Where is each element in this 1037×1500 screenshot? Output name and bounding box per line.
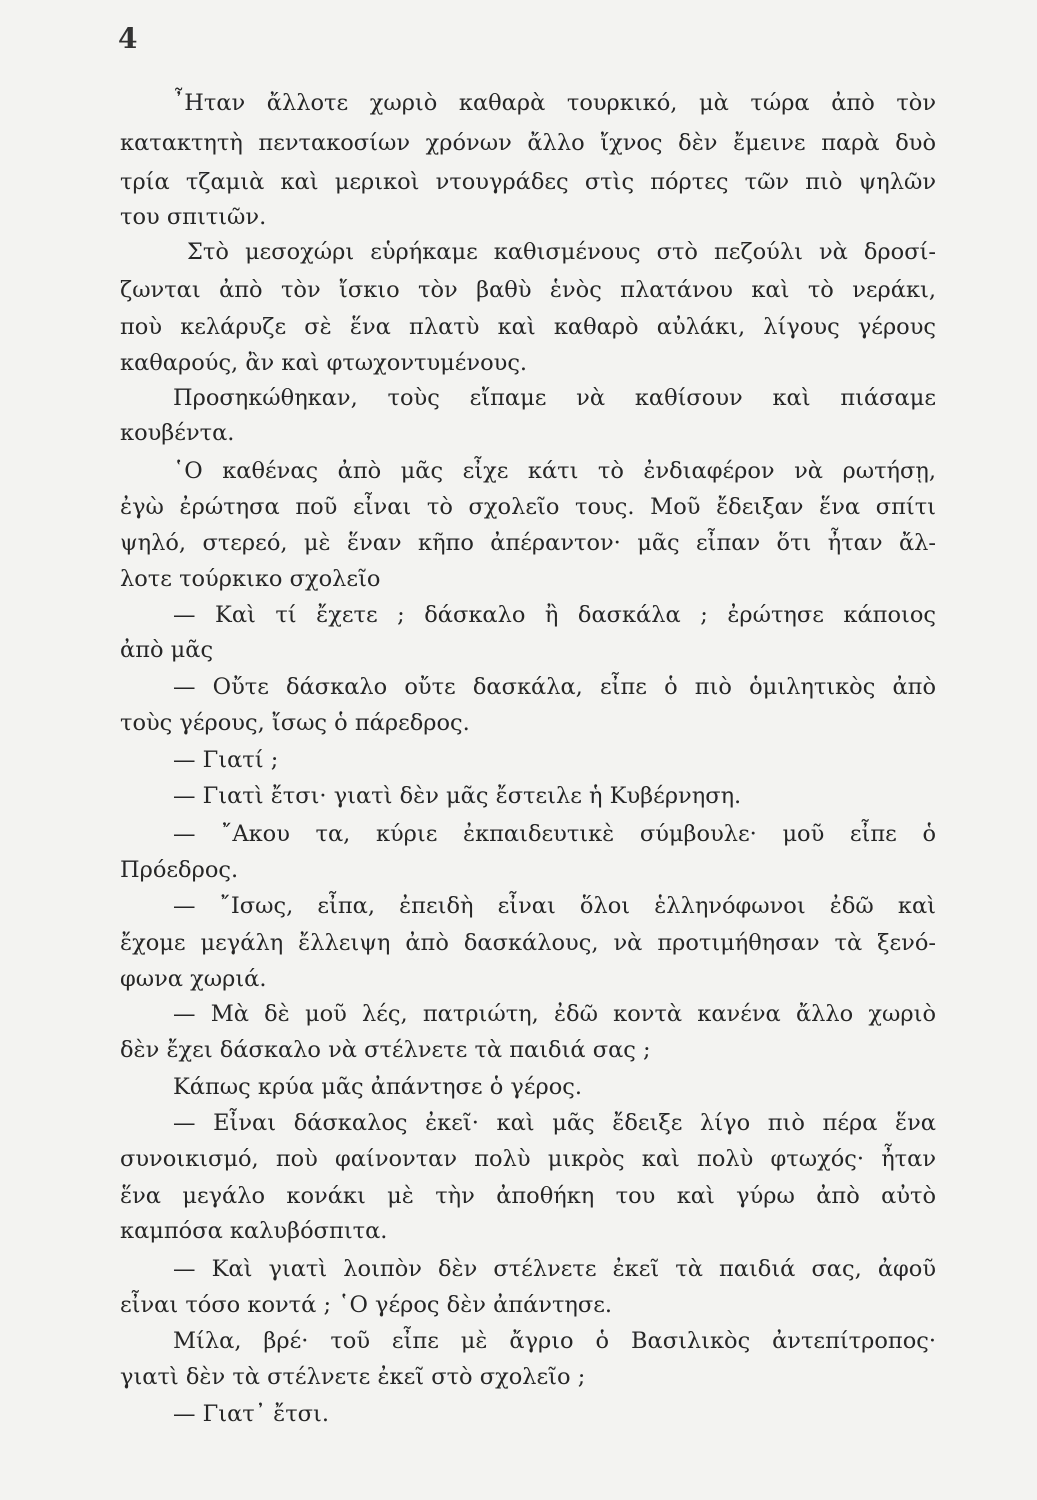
text-line: Πρόεδρος. xyxy=(120,857,239,883)
text-line: Στὸ μεσοχώρι εὑρήκαμε καθισμένους στὸ πεζούλι νὰ δροσί- xyxy=(187,239,936,265)
text-line: — Γιατ᾿ ἔτσι. xyxy=(173,1401,329,1427)
page-number: 4 xyxy=(118,22,138,55)
text-line: ποὺ κελάρυζε σὲ ἕνα πλατὺ καὶ καθαρὸ αὐλάκι, λίγους γέρους xyxy=(120,314,936,340)
text-line: γιατὶ δὲν τὰ στέλνετε ἐκεῖ στὸ σχολεῖο ; xyxy=(120,1364,586,1390)
text-line: κουβέντα. xyxy=(120,420,235,446)
text-line: τρία τζαμιὰ καὶ μερικοὶ ντουγράδες στὶς πόρτες τῶν πιὸ ψηλῶν xyxy=(120,169,936,195)
text-line: — ῎Ακου τα, κύριε ἐκπαιδευτικὲ σύμβουλε· μοῦ εἶπε ὁ xyxy=(173,821,936,847)
text-line: ψηλό, στερεό, μὲ ἕναν κῆπο ἀπέραντον· μᾶς εἶπαν ὅτι ἦταν ἄλ- xyxy=(120,530,936,556)
text-line: λοτε τούρκικο σχολεῖο xyxy=(120,566,381,592)
text-line: ῏Ηταν ἄλλοτε χωριὸ καθαρὰ τουρκικό, μὰ τώρα ἀπὸ τὸν xyxy=(173,90,936,116)
text-line: κατακτητὴ πεντακοσίων χρόνων ἄλλο ἴχνος δὲν ἔμεινε παρὰ δυὸ xyxy=(120,130,936,156)
text-line: Κάπως κρύα μᾶς ἀπάντησε ὁ γέρος. xyxy=(173,1074,583,1100)
text-line: εἶναι τόσο κοντά ; ῾Ο γέρος δὲν ἀπάντησε. xyxy=(120,1292,613,1318)
text-line: — Καὶ γιατὶ λοιπὸν δὲν στέλνετε ἐκεῖ τὰ παιδιά σας, ἀφοῦ xyxy=(173,1256,936,1282)
text-line: Προσηκώθηκαν, τοὺς εἴπαμε νὰ καθίσουν καὶ πιάσαμε xyxy=(173,385,936,411)
text-line: του σπιτιῶν. xyxy=(120,204,267,230)
text-line: — Γιατί ; xyxy=(173,747,279,773)
text-line: καμπόσα καλυβόσπιτα. xyxy=(120,1218,388,1244)
text-line: — ῎Ισως, εἶπα, ἐπειδὴ εἶναι ὅλοι ἑλληνόφωνοι ἐδῶ καὶ xyxy=(173,893,936,919)
text-line: καθαρούς, ἂν καὶ φτωχοντυμένους. xyxy=(120,350,528,376)
text-line: — Μὰ δὲ μοῦ λές, πατριώτη, ἐδῶ κοντὰ κανένα ἄλλο χωριὸ xyxy=(173,1001,936,1027)
text-line: ἕνα μεγάλο κονάκι μὲ τὴν ἀποθήκη του καὶ γύρω ἀπὸ αὐτὸ xyxy=(120,1183,936,1209)
text-line: — Οὔτε δάσκαλο οὔτε δασκάλα, εἶπε ὁ πιὸ ὁμιλητικὸς ἀπὸ xyxy=(173,674,936,700)
text-line: ἀπὸ μᾶς xyxy=(120,637,214,663)
text-line: ἔχομε μεγάλη ἔλλειψη ἀπὸ δασκάλους, νὰ προτιμήθησαν τὰ ξενό- xyxy=(120,930,936,956)
text-line: ζωνται ἀπὸ τὸν ἴσκιο τὸν βαθὺ ἑνὸς πλατάνου καὶ τὸ νεράκι, xyxy=(120,277,936,303)
text-line: — Γιατὶ ἔτσι· γιατὶ δὲν μᾶς ἔστειλε ἡ Κυβέρνηση. xyxy=(173,783,742,809)
text-line: συνοικισμό, ποὺ φαίνονταν πολὺ μικρὸς καὶ πολὺ φτωχός· ἦταν xyxy=(120,1146,936,1172)
text-line: δὲν ἔχει δάσκαλο νὰ στέλνετε τὰ παιδιά σας ; xyxy=(120,1037,651,1063)
text-line: φωνα χωριά. xyxy=(120,966,267,992)
text-line: Μίλα, βρέ· τοῦ εἶπε μὲ ἄγριο ὁ Βασιλικὸς ἀντεπίτροπος· xyxy=(173,1328,936,1354)
text-line: τοὺς γέρους, ἴσως ὁ πάρεδρος. xyxy=(120,710,470,736)
text-line: ῾Ο καθένας ἀπὸ μᾶς εἶχε κάτι τὸ ἐνδιαφέρον νὰ ρωτήσῃ, xyxy=(173,458,936,484)
text-line: — Καὶ τί ἔχετε ; δάσκαλο ἢ δασκάλα ; ἐρώτησε κάποιος xyxy=(173,602,936,628)
text-line: ἐγὼ ἐρώτησα ποῦ εἶναι τὸ σχολεῖο τους. Μοῦ ἔδειξαν ἕνα σπίτι xyxy=(120,494,936,520)
text-line: — Εἶναι δάσκαλος ἐκεῖ· καὶ μᾶς ἔδειξε λίγο πιὸ πέρα ἕνα xyxy=(173,1110,936,1136)
